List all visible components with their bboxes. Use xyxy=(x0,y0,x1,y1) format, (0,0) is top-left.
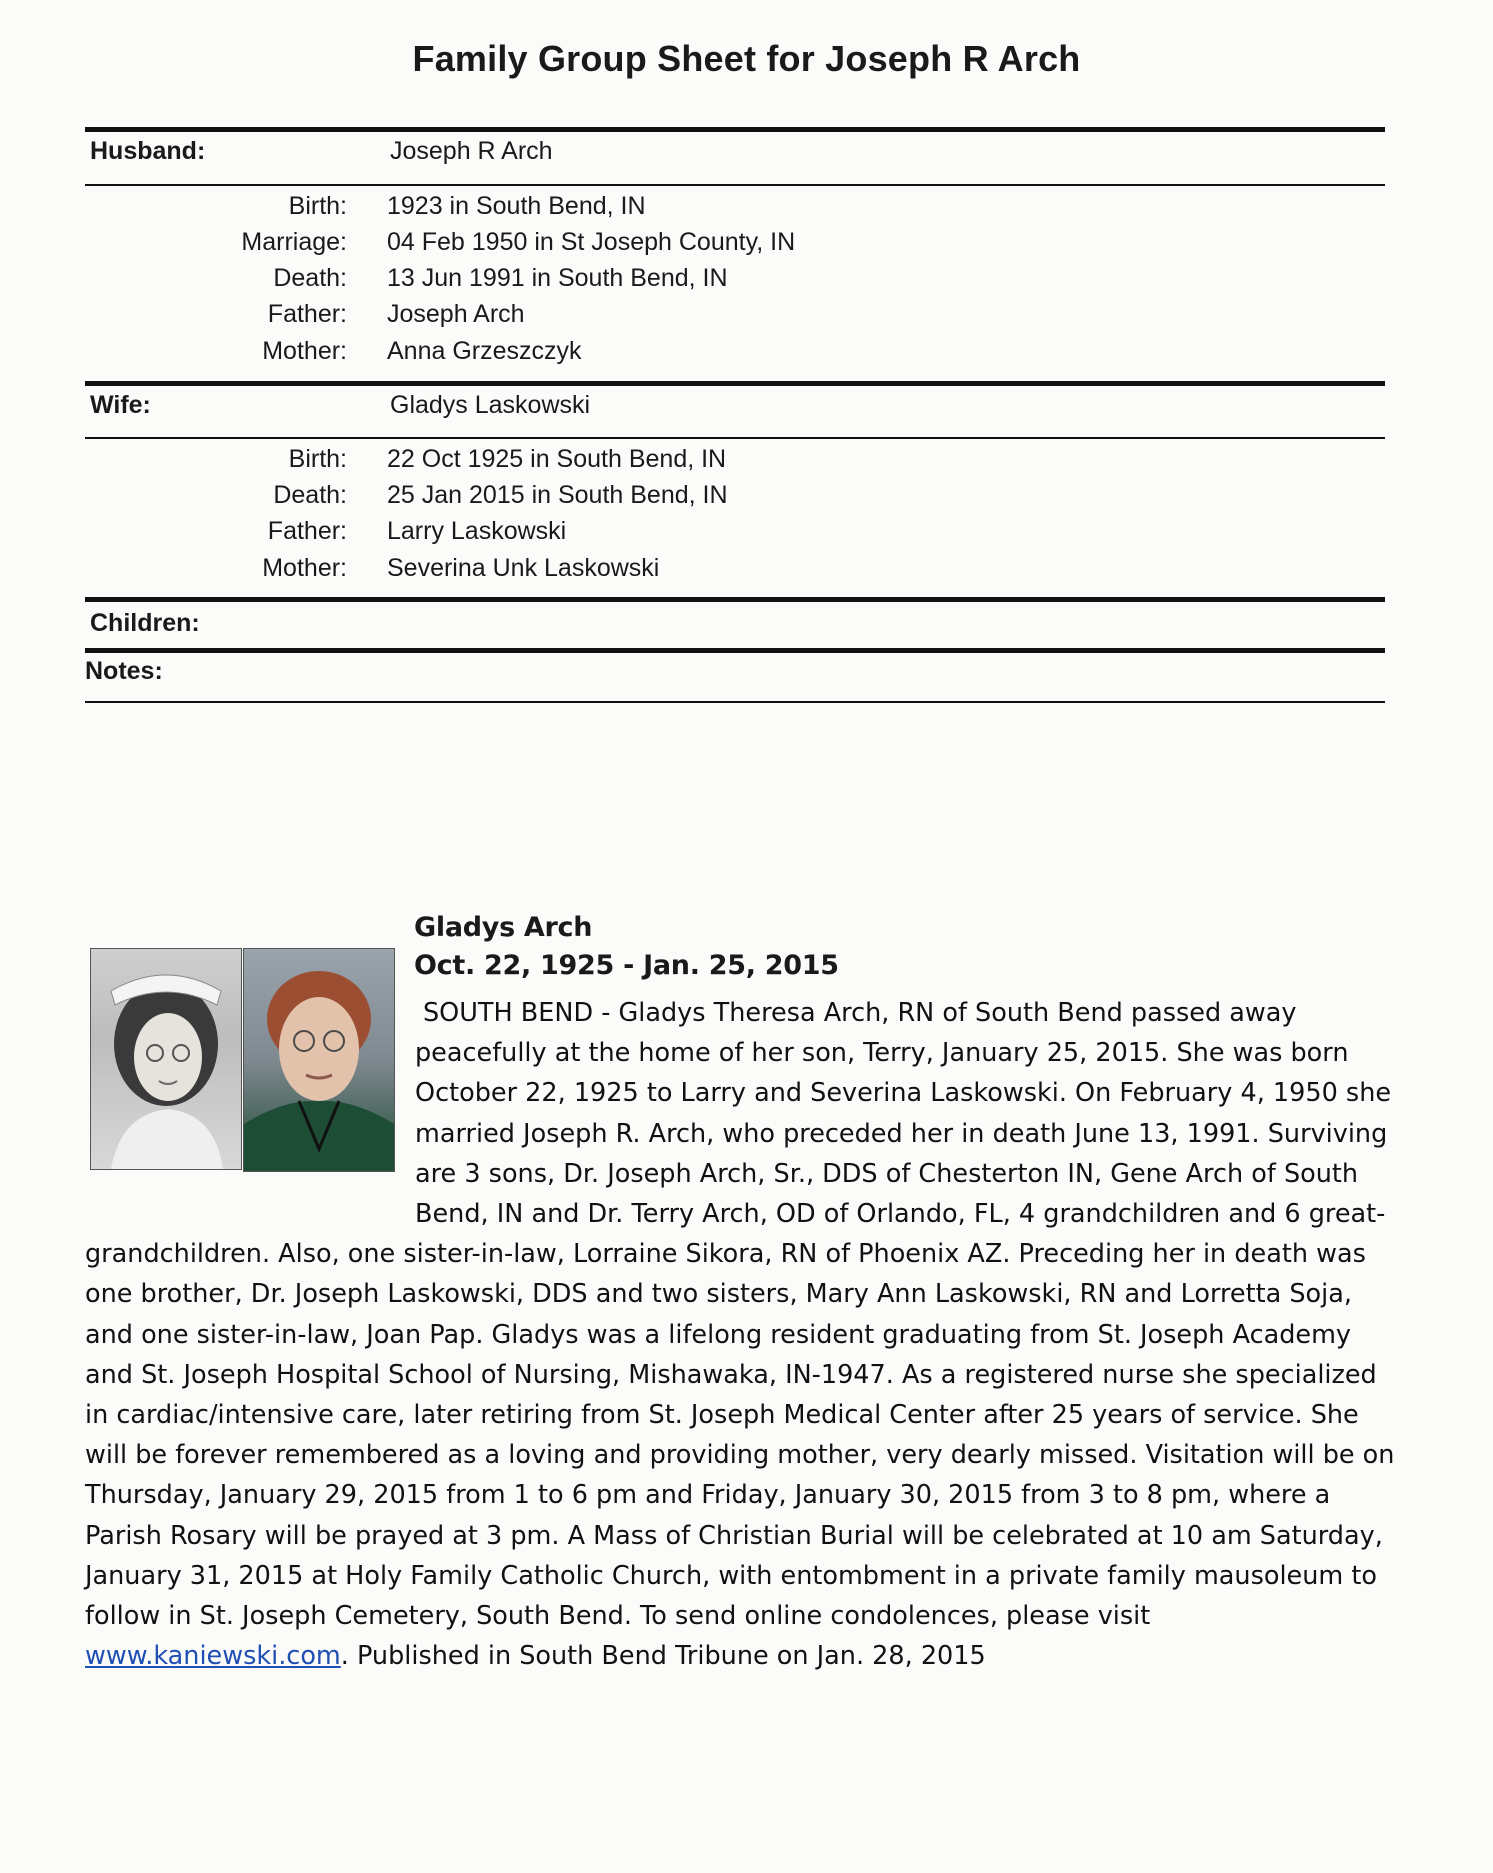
husband-father-label: Father: xyxy=(267,300,347,328)
wife-name: Gladys Laskowski xyxy=(390,391,591,419)
obituary-text xyxy=(85,993,1395,1676)
husband-marriage-label: Marriage: xyxy=(241,228,347,256)
obituary-body-text: SOUTH BEND - Gladys Theresa Arch, RN of South Bend passed away peacefully at the home of her son, Terry, January 25, 2015. She was born October 22, 1925 to Larry and Severina Laskowski. On February 4, 1950 she married Joseph R. Arch, who preceded her in death June 13, 1991. Surviving are 3 sons, Dr. Joseph Arch, Sr., DDS of Chesterton IN, Gene Arch of South Bend, IN and Dr. Terry Arch, OD of Orlando, FL, 4 grandchildren and 6 great-grandchildren. Also, one sister-in-law, Lorraine Sikora, RN of Phoenix AZ. Preceding her in death was one brother, Dr. Joseph Laskowski, DDS and two sisters, Mary Ann Laskowski, RN and Lorretta Soja, and one sister-in-law, Joan Pap. Gladys was a lifelong resident graduating from St. Joseph Academy and St. Joseph Hospital School of Nursing, Mishawaka, IN-1947. As a registered nurse she specialized in cardiac/intensive care, later retiring from St. Joseph Medical Center after 25 years of service. She will be forever remembered as a loving and providing mother, very dearly missed. Visitation will be on Thursday, January 29, 2015 from 1 to 6 pm and Friday, January 30, 2015 from 3 to 8 pm, where a Parish Rosary will be prayed at 3 pm. A Mass of Christian Burial will be celebrated at 10 am Saturday, January 31, 2015 at Holy Family Catholic Church, with entombment in a private family mausoleum to follow in St. Joseph Cemetery, South Bend. To send online condolences, please visit xyxy=(85,998,1395,1632)
husband-death-label: Death: xyxy=(273,264,347,292)
wife-father-label: Father: xyxy=(267,517,347,545)
wife-death-label: Death: xyxy=(273,481,347,509)
wife-birth-value: 22 Oct 1925 in South Bend, IN xyxy=(387,445,727,473)
photo-spacer xyxy=(85,993,415,1198)
husband-marriage-value: 04 Feb 1950 in St Joseph County, IN xyxy=(387,228,796,256)
husband-father-value: Joseph Arch xyxy=(387,300,525,328)
children-label: Children: xyxy=(90,609,200,637)
husband-label: Husband: xyxy=(90,137,206,165)
wife-label: Wife: xyxy=(90,391,151,419)
condolences-link[interactable]: www.kaniewski.com xyxy=(85,1641,341,1672)
section-divider xyxy=(85,437,1385,439)
obituary-publication-text: . Published in South Bend Tribune on Jan. 28, 2015 xyxy=(340,1641,986,1672)
wife-birth-label: Birth: xyxy=(288,445,347,473)
page-title: Family Group Sheet for Joseph R Arch xyxy=(412,38,1081,79)
section-divider xyxy=(85,184,1385,186)
obituary-dates: Oct. 22, 1925 - Jan. 25, 2015 xyxy=(414,950,839,981)
section-divider xyxy=(85,127,1385,132)
husband-birth-label: Birth: xyxy=(288,192,347,220)
wife-mother-value: Severina Unk Laskowski xyxy=(387,554,660,582)
husband-mother-value: Anna Grzeszczyk xyxy=(387,337,582,365)
husband-birth-value: 1923 in South Bend, IN xyxy=(387,192,646,220)
husband-mother-label: Mother: xyxy=(262,337,347,365)
section-divider xyxy=(85,701,1385,703)
section-divider xyxy=(85,648,1385,653)
section-divider xyxy=(85,597,1385,602)
husband-name: Joseph R Arch xyxy=(390,137,553,165)
section-divider xyxy=(85,381,1385,386)
obituary-name: Gladys Arch xyxy=(414,912,593,943)
notes-label: Notes: xyxy=(85,657,163,685)
husband-death-value: 13 Jun 1991 in South Bend, IN xyxy=(387,264,728,292)
wife-death-value: 25 Jan 2015 in South Bend, IN xyxy=(387,481,728,509)
wife-father-value: Larry Laskowski xyxy=(387,517,567,545)
wife-mother-label: Mother: xyxy=(262,554,347,582)
